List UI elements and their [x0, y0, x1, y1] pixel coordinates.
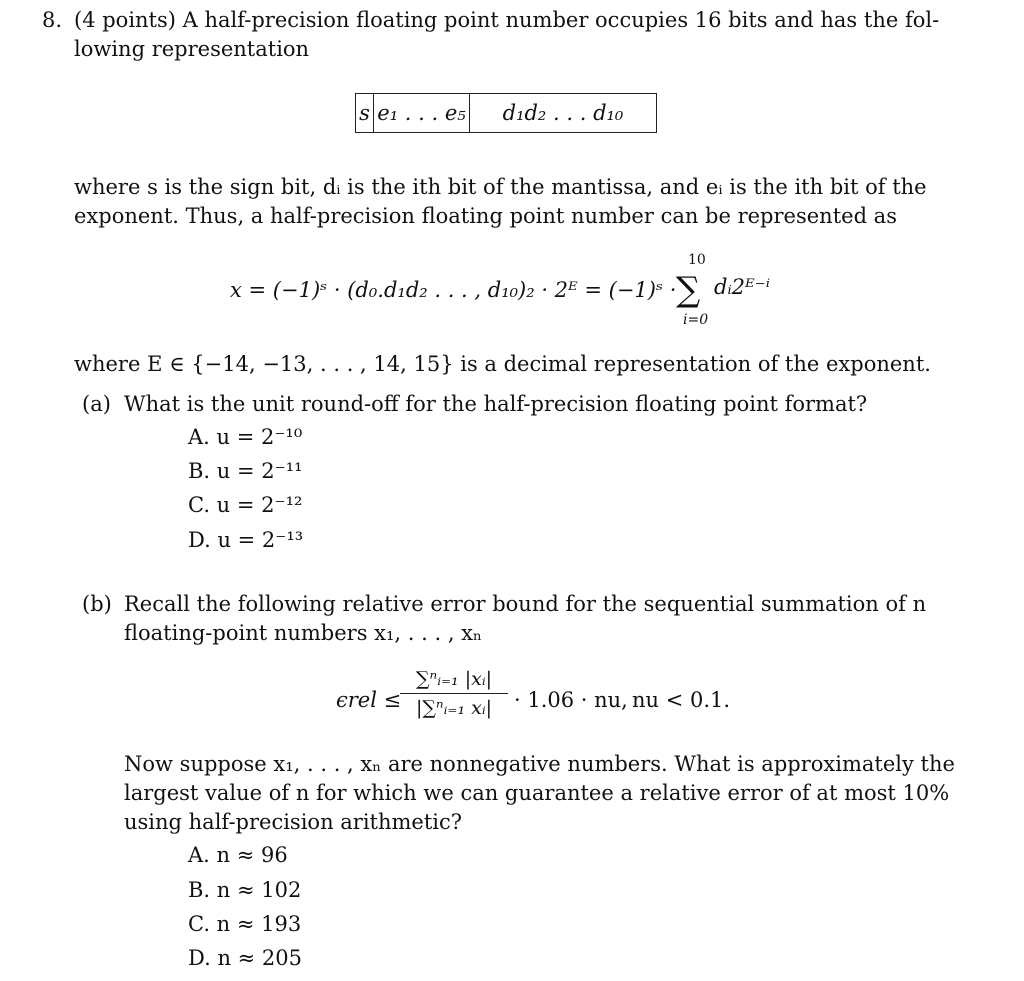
part-b-now-line-3: using half-precision arithmetic?	[124, 810, 463, 834]
part-a-option: D. u = 2⁻¹³	[188, 528, 304, 552]
problem-number: 8.	[42, 8, 63, 32]
summation-lower-limit: i=0	[683, 312, 709, 328]
bound-denominator: |∑ⁿᵢ₌₁ xᵢ|	[415, 697, 493, 719]
part-b-recall-line-2: floating-point numbers x₁, . . . , xₙ	[124, 621, 483, 645]
summation-symbol: ∑	[676, 270, 701, 310]
part-b-option: A. n ≈ 96	[188, 843, 288, 867]
bound-lhs: ϵrel ≤	[336, 688, 402, 712]
part-a-label: (a)	[82, 392, 111, 416]
bound-numerator: ∑ⁿᵢ₌₁ |xᵢ|	[415, 668, 493, 690]
intro-line-1: (4 points) A half-precision floating point number occupies 16 bits and has the fol-	[74, 8, 940, 32]
summation-upper-limit: 10	[688, 252, 706, 268]
part-b-option: B. n ≈ 102	[188, 878, 302, 902]
fraction-bar	[400, 693, 508, 694]
part-a-option: A. u = 2⁻¹⁰	[188, 425, 303, 449]
part-b-option: C. n ≈ 193	[188, 912, 302, 936]
part-b-now-line-2: largest value of n for which we can guarantee a relative error of at most 10%	[124, 781, 950, 805]
part-a-option: B. u = 2⁻¹¹	[188, 459, 303, 483]
where-line-2: exponent. Thus, a half-precision floating point number can be represented as	[74, 204, 897, 228]
bound-rhs: · 1.06 · nu,	[514, 688, 628, 712]
bound-fraction	[400, 668, 508, 719]
intro-line-2: lowing representation	[74, 37, 310, 61]
exponent-range-line: where E ∈ {−14, −13, . . . , 14, 15} is a decimal representation of the exponent.	[74, 352, 931, 376]
part-b-now-line-1: Now suppose x₁, . . . , xₙ are nonnegative numbers. What is approximately the	[124, 752, 955, 776]
part-a-option: C. u = 2⁻¹²	[188, 493, 303, 517]
formula-lhs: x = (−1)ˢ · (d₀.d₁d₂ . . . , d₁₀)₂ · 2ᴱ = (−1)ˢ ·	[230, 278, 677, 302]
part-b-option: D. n ≈ 205	[188, 946, 302, 970]
formula-rhs: dᵢ2ᴱ⁻ⁱ	[714, 275, 770, 299]
part-b-label: (b)	[82, 592, 112, 616]
part-b-recall-line-1: Recall the following relative error bound for the sequential summation of n	[124, 592, 927, 616]
part-a-question: What is the unit round-off for the half-precision floating point format?	[124, 392, 868, 416]
sign-bit-cell: s	[356, 94, 374, 132]
bit-layout-table	[355, 93, 657, 133]
mantissa-bits-cell: d₁d₂ . . . d₁₀	[502, 101, 624, 125]
where-line-1: where s is the sign bit, dᵢ is the ith bit of the mantissa, and eᵢ is the ith bit of the	[74, 175, 927, 199]
exponent-bits-cell: e₁ . . . e₅	[374, 94, 470, 132]
bound-condition: nu < 0.1.	[632, 688, 731, 712]
